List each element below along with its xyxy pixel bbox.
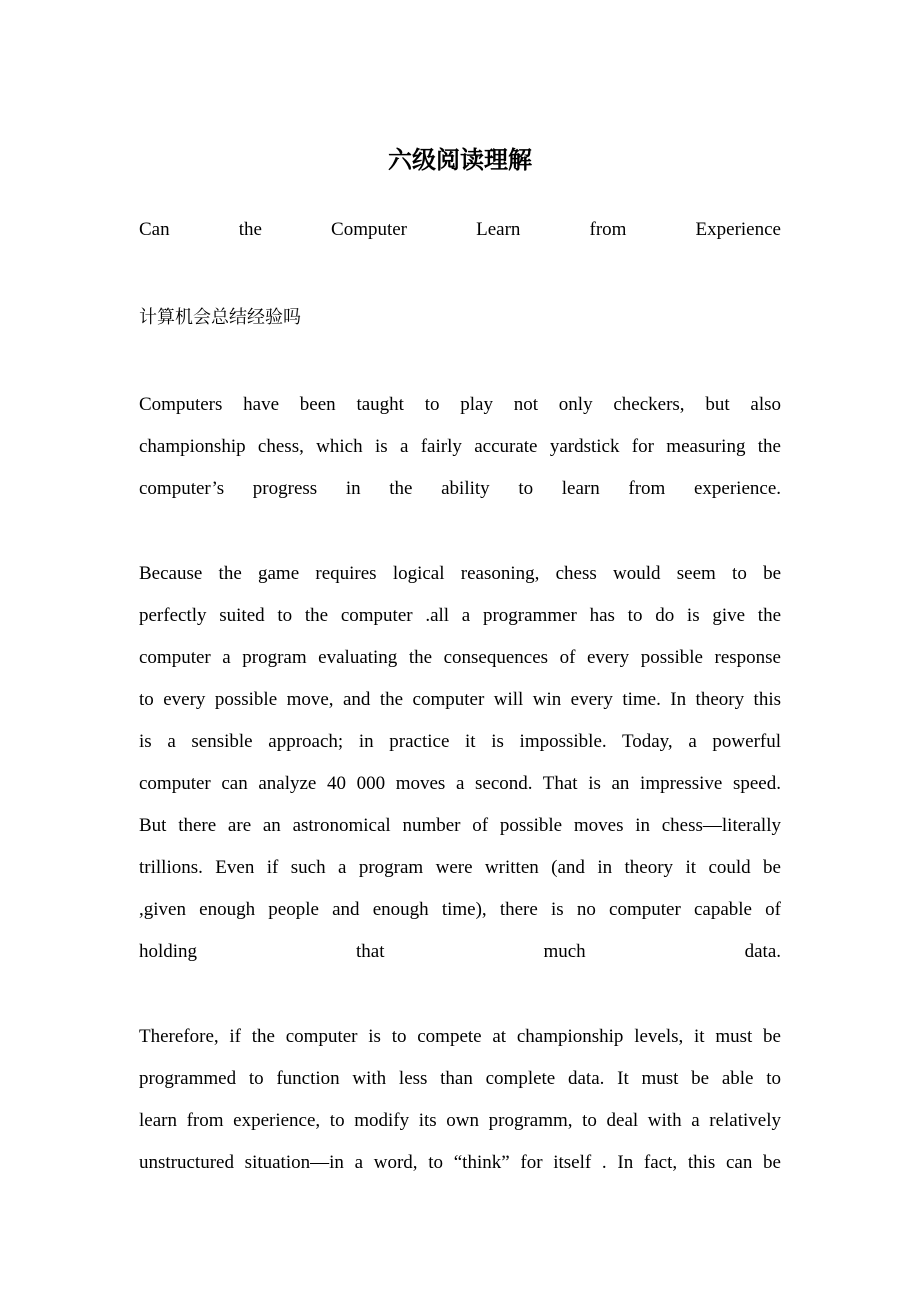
text-line: holding that much data. (139, 941, 781, 962)
text-line: ,given enough people and enough time), there is no computer capable of (139, 899, 781, 920)
text-line: championship chess, which is a fairly accurate yardstick for measuring the (139, 436, 781, 457)
text-line: unstructured situation—in a word, to “think” for itself . In fact, this can be (139, 1152, 781, 1173)
text-line: Computers have been taught to play not only checkers, but also (139, 394, 781, 415)
text-line: computer can analyze 40 000 moves a second. That is an impressive speed. (139, 773, 781, 794)
article-subtitle-cn: 计算机会总结经验吗 (139, 307, 301, 328)
article-subtitle: Can the Computer Learn from Experience (139, 219, 781, 240)
text-line: computer a program evaluating the consequences of every possible response (139, 647, 781, 668)
text-line: Therefore, if the computer is to compete at championship levels, it must be (139, 1026, 781, 1047)
text-line: perfectly suited to the computer .all a programmer has to do is give the (139, 605, 781, 626)
page-title: 六级阅读理解 (388, 146, 532, 174)
text-line: Because the game requires logical reasoning, chess would seem to be (139, 563, 781, 584)
text-line: computer’s progress in the ability to learn from experience. (139, 478, 781, 499)
text-line: is a sensible approach; in practice it is impossible. Today, a powerful (139, 731, 781, 752)
text-line: to every possible move, and the computer will win every time. In theory this (139, 689, 781, 710)
text-line: programmed to function with less than complete data. It must be able to (139, 1068, 781, 1089)
text-line: But there are an astronomical number of possible moves in chess—literally (139, 815, 781, 836)
text-line: learn from experience, to modify its own programm, to deal with a relatively (139, 1110, 781, 1131)
text-line: trillions. Even if such a program were written (and in theory it could be (139, 857, 781, 878)
